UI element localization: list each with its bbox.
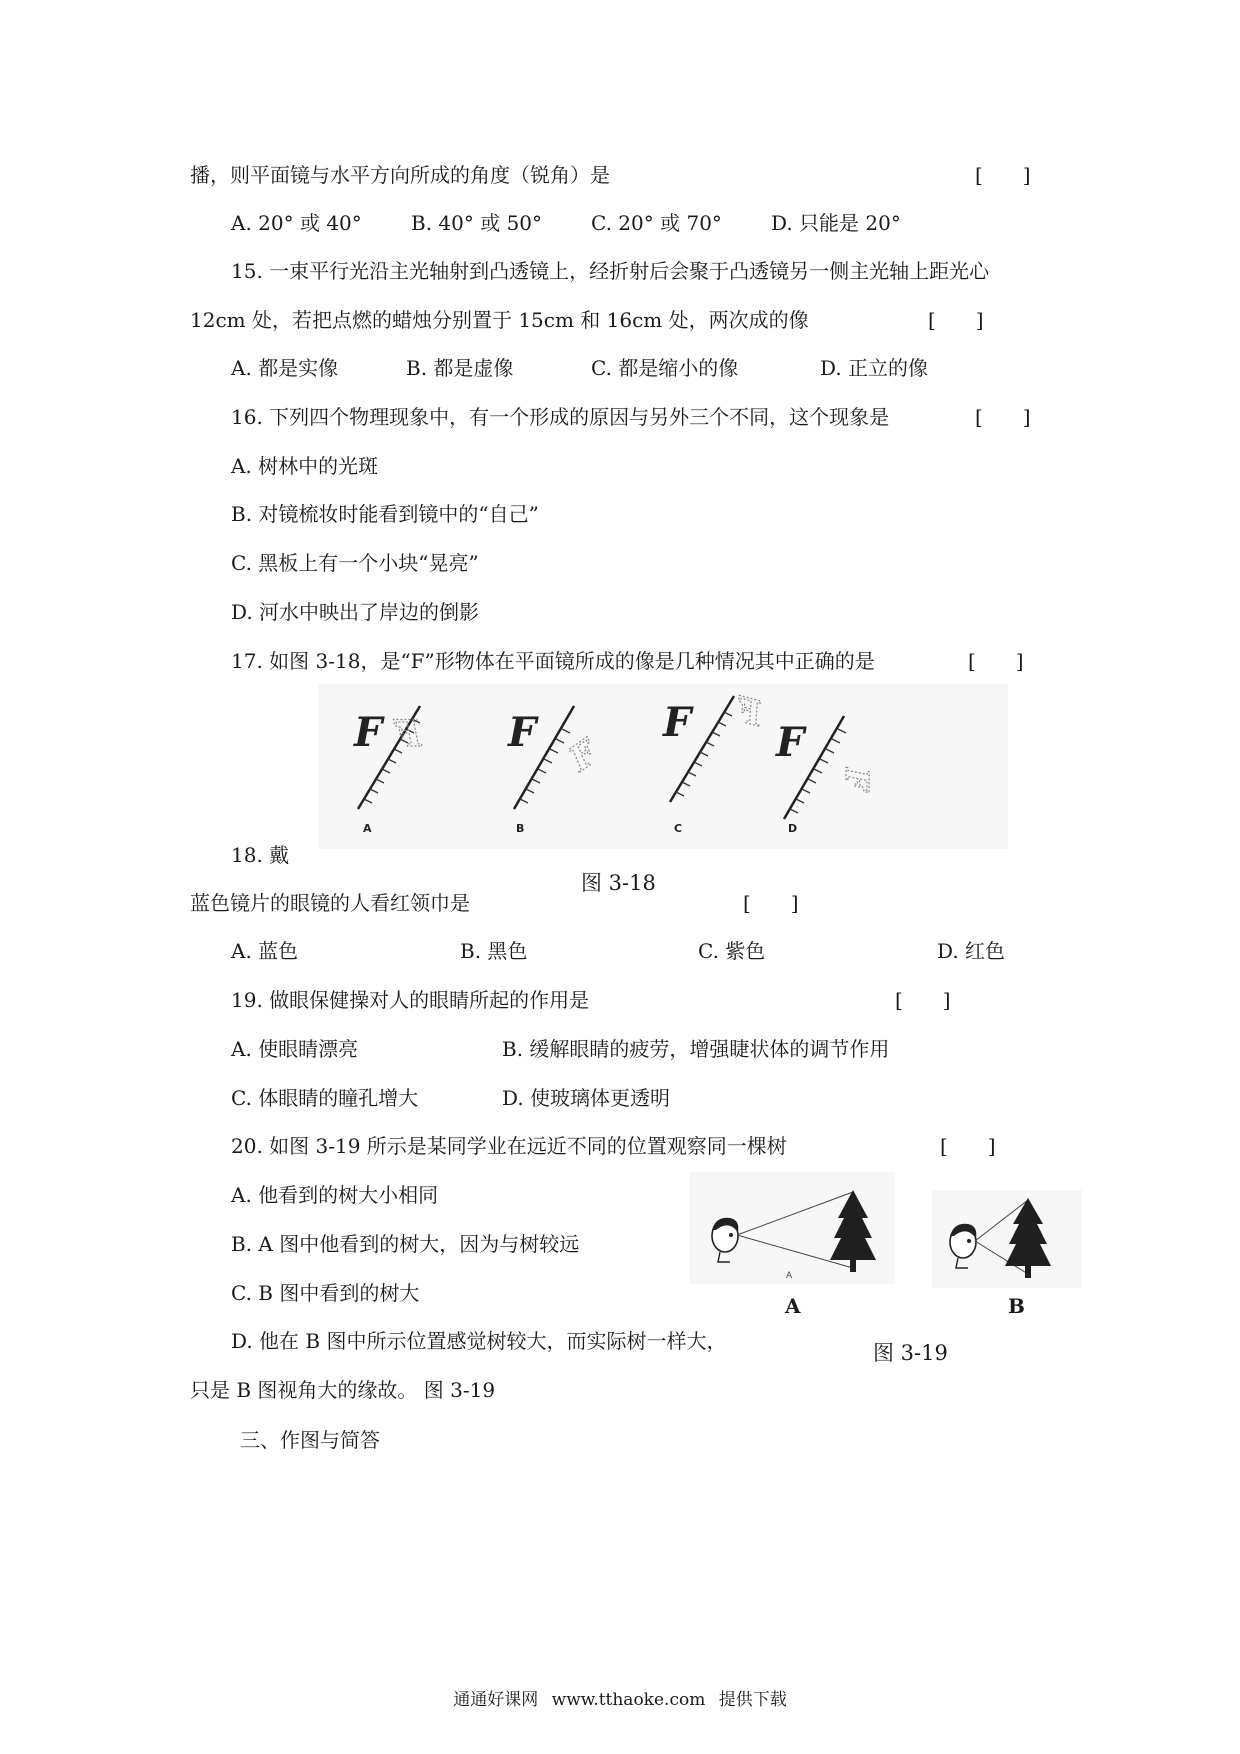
fig318-image-b: F [562, 732, 605, 780]
q19-option-d: D. 使玻璃体更透明 [502, 1086, 671, 1110]
q15-option-d: D. 正立的像 [820, 356, 929, 380]
footer-url: www.tthaoke.com [551, 1690, 706, 1710]
fig318-object-f-b: F [508, 709, 537, 756]
q18-option-c: C. 紫色 [698, 939, 766, 963]
q16-option-d: D. 河水中映出了岸边的倒影 [231, 600, 480, 624]
fig318-label-a: A [363, 822, 372, 835]
q16-stem: 16. 下列四个物理现象中，有一个形成的原因与另外三个不同，这个现象是 [231, 405, 890, 429]
tree-icon-b [1005, 1198, 1051, 1278]
figure-3-19-a [690, 1172, 895, 1284]
q18-option-d: D. 红色 [937, 939, 1006, 963]
footer-note: 提供下载 [718, 1690, 787, 1710]
q20-stem: 20. 如图 3-19 所示是某同学业在远近不同的位置观察同一棵树 [231, 1134, 787, 1158]
q18-option-a: A. 蓝色 [231, 939, 299, 963]
q20-option-a: A. 他看到的树大小相同 [231, 1183, 439, 1207]
fig318-panel-d [775, 716, 876, 835]
q14-option-c: C. 20° 或 70° [591, 211, 722, 235]
fig318-object-f-c: F [663, 699, 692, 746]
q20-option-d: D. 他在 B 图中所示位置感觉树较大，而实际树一样大， [231, 1329, 727, 1353]
q19-option-c: C. 体眼睛的瞳孔增大 [231, 1086, 419, 1110]
fig318-caption: 图 3-18 [581, 871, 656, 895]
section-3-heading: 三、作图与简答 [240, 1428, 380, 1452]
fig318-object-f-a: F [354, 709, 383, 756]
figure-3-18 [318, 684, 1008, 849]
q15-option-a: A. 都是实像 [231, 356, 339, 380]
q20-option-b: B. A 图中他看到的树大，因为与树较远 [231, 1232, 580, 1256]
eye-face-icon [712, 1218, 738, 1262]
fig319-caption: 图 3-19 [873, 1341, 948, 1365]
q16-option-a: A. 树林中的光斑 [231, 454, 379, 478]
fig318-label-c: C [674, 822, 683, 835]
fig318-image-c: F [732, 689, 767, 735]
q17-answer-bracket: [ ] [968, 649, 1024, 673]
q15-line2: 12cm 处，若把点燃的蜡烛分别置于 15cm 和 16cm 处，两次成的像 [190, 308, 809, 332]
q16-answer-bracket: [ ] [975, 405, 1031, 429]
q18-stem: 蓝色镜片的眼镜的人看红领巾是 [190, 891, 470, 915]
q19-answer-bracket: [ ] [895, 988, 951, 1012]
fig318-panel-c [662, 689, 767, 835]
q19-stem: 19. 做眼保健操对人的眼睛所起的作用是 [231, 988, 590, 1012]
fig318-panel-a [353, 706, 422, 835]
footer-site-name: 通通好课网 [453, 1690, 539, 1710]
page-footer [0, 1685, 1240, 1710]
eye-face-icon [950, 1224, 976, 1268]
q14-option-a: A. 20° 或 40° [231, 211, 362, 235]
q20-option-c: C. B 图中看到的树大 [231, 1281, 420, 1305]
q20-answer-bracket: [ ] [940, 1134, 996, 1158]
fig318-object-f-d: F [776, 719, 805, 766]
fig319-label-b: B [1008, 1294, 1025, 1318]
q19-option-b: B. 缓解眼睛的疲劳，增强睫状体的调节作用 [502, 1037, 890, 1061]
q14-option-b: B. 40° 或 50° [411, 211, 543, 235]
q14-option-d: D. 只能是 20° [771, 211, 901, 235]
q14-stem: 播，则平面镜与水平方向所成的角度（锐角）是 [190, 163, 610, 187]
q18-option-b: B. 黑色 [460, 939, 528, 963]
q20-tail: 只是 B 图视角大的缘故。 图 3-19 [190, 1378, 496, 1402]
q18-answer-bracket: [ ] [743, 891, 799, 915]
fig319-small-label: A [786, 1271, 793, 1281]
q15-line1: 15. 一束平行光沿主光轴射到凸透镜上，经折射后会聚于凸透镜另一侧主光轴上距光心 [231, 259, 990, 283]
fig318-label-d: D [788, 822, 798, 835]
fig318-image-a: F [395, 713, 421, 755]
q18-number: 18. 戴 [231, 843, 290, 867]
fig319-label-a: A [785, 1294, 801, 1318]
q19-option-a: A. 使眼睛漂亮 [231, 1037, 359, 1061]
fig318-label-b: B [516, 822, 525, 835]
q16-option-c: C. 黑板上有一个小块“晃亮” [231, 551, 479, 575]
q15-answer-bracket: [ ] [928, 308, 984, 332]
q14-answer-bracket: [ ] [975, 163, 1031, 187]
tree-icon-a [830, 1190, 876, 1272]
fig318-image-d: F [838, 768, 876, 791]
q15-option-c: C. 都是缩小的像 [591, 356, 739, 380]
q16-option-b: B. 对镜梳妆时能看到镜中的“自己” [231, 502, 539, 526]
fig318-panel-b [507, 706, 607, 835]
q17-stem: 17. 如图 3-18，是“F”形物体在平面镜所成的像是几种情况其中正确的是 [231, 649, 875, 673]
q15-option-b: B. 都是虚像 [406, 356, 514, 380]
figure-3-19-b [932, 1190, 1082, 1288]
